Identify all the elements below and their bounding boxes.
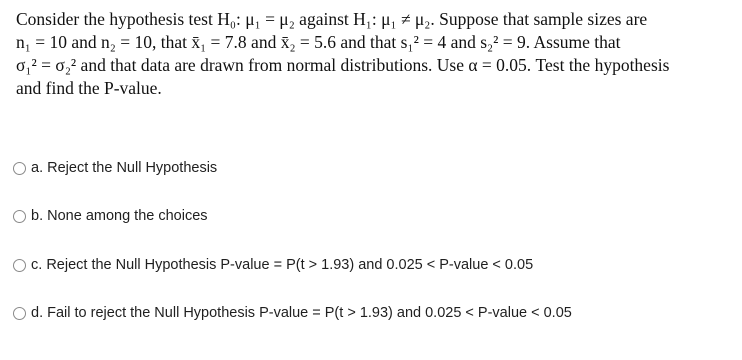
option-c-label: Reject the Null Hypothesis P-value = P(t > 1.93) and 0.025 < P-value < 0.05	[46, 257, 534, 273]
question-line-3: σ₁² = σ₂² and that data are drawn from normal distributions. Use α = 0.05. Test the hypothesis	[16, 55, 670, 75]
radio-button-b[interactable]	[13, 210, 26, 223]
question-text	[16, 8, 738, 100]
option-c[interactable]	[13, 257, 533, 273]
option-a-letter: a.	[31, 160, 44, 176]
option-b-label: None among the choices	[47, 208, 208, 224]
radio-button-d[interactable]	[13, 307, 26, 320]
radio-button-c[interactable]	[13, 259, 26, 272]
option-b-letter: b.	[31, 208, 44, 224]
question-line-4: and find the P-value.	[16, 78, 162, 98]
option-d-label: Fail to reject the Null Hypothesis P-value = P(t > 1.93) and 0.025 < P-value < 0.05	[47, 305, 572, 321]
option-d-letter: d.	[31, 305, 44, 321]
option-a[interactable]	[13, 160, 217, 176]
option-b[interactable]	[13, 208, 208, 224]
radio-button-a[interactable]	[13, 162, 26, 175]
question-line-1: Consider the hypothesis test H₀: μ₁ = μ₂ against H₁: μ₁ ≠ μ₂. Suppose that sample sizes are	[16, 9, 648, 29]
option-d[interactable]	[13, 305, 572, 321]
option-a-label: Reject the Null Hypothesis	[47, 160, 218, 176]
question-line-2: n₁ = 10 and n₂ = 10, that x̄₁ = 7.8 and x̄₂ = 5.6 and that s₁² = 4 and s₂² = 9. Assume that	[16, 32, 621, 52]
option-c-letter: c.	[31, 257, 43, 273]
